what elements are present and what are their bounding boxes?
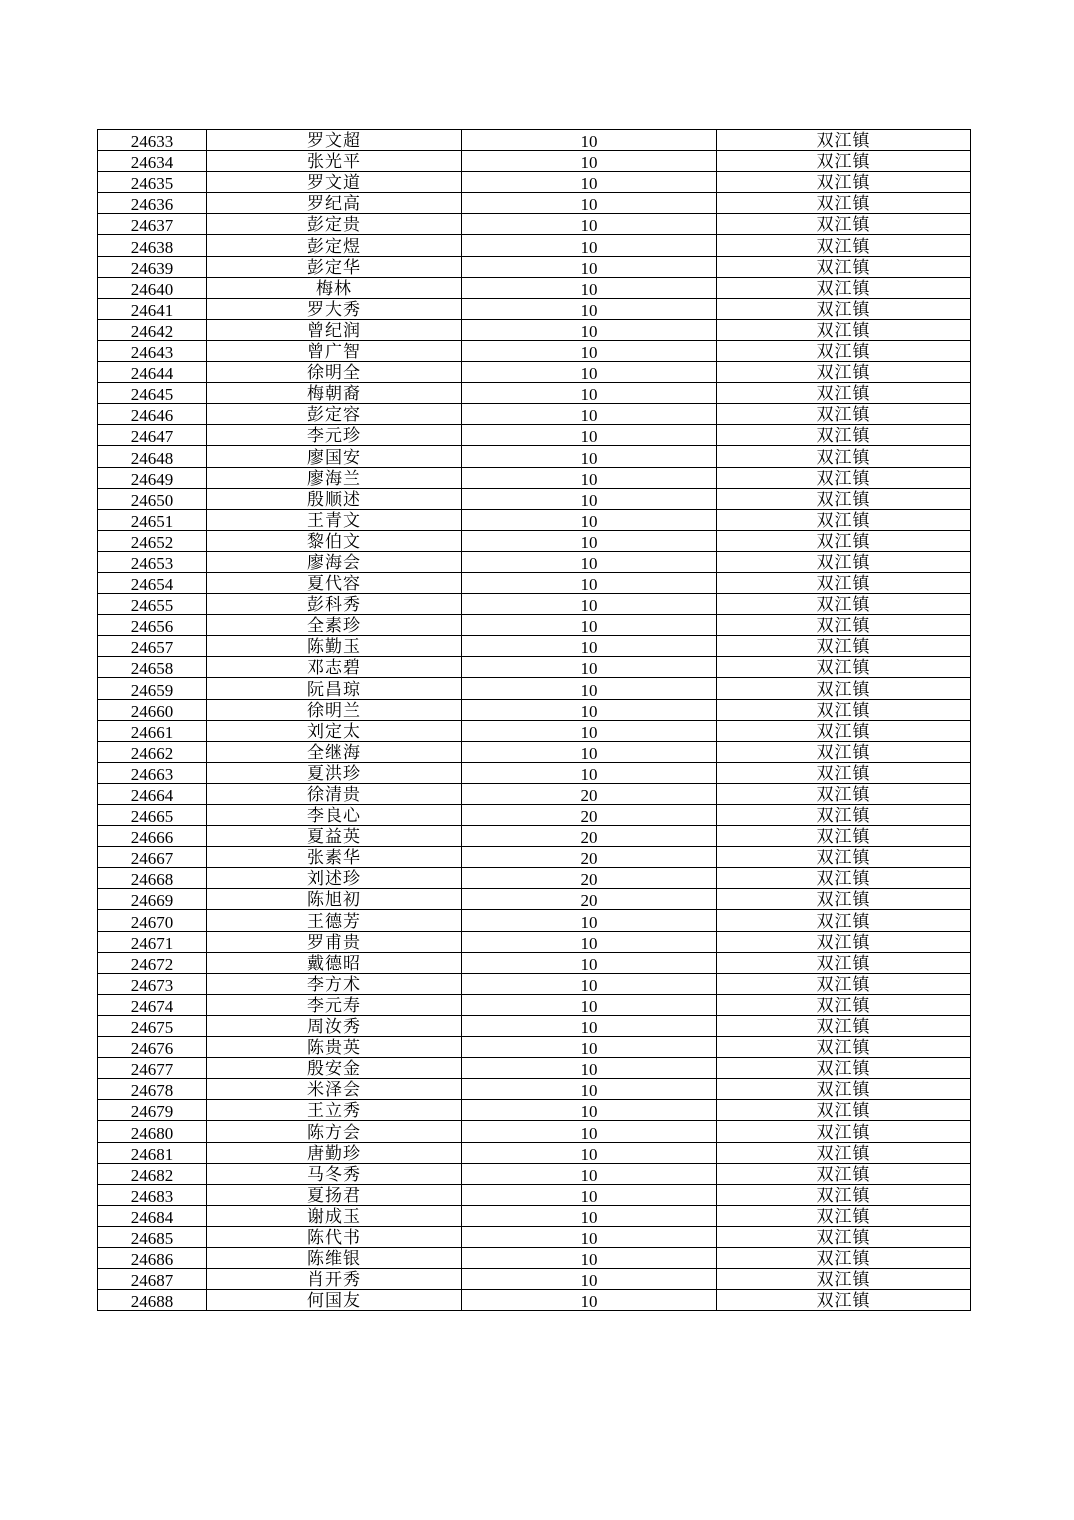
amount-cell: 10 xyxy=(462,1121,717,1142)
row-id-cell: 24680 xyxy=(98,1121,207,1142)
amount-cell: 10 xyxy=(462,488,717,509)
row-id-cell: 24664 xyxy=(98,783,207,804)
table-row xyxy=(98,214,971,235)
person-name-cell: 廖国安 xyxy=(207,446,462,467)
row-id-cell: 24686 xyxy=(98,1247,207,1268)
table-row xyxy=(98,826,971,847)
town-cell: 双江镇 xyxy=(717,214,971,235)
town-cell: 双江镇 xyxy=(717,994,971,1015)
table-row xyxy=(98,172,971,193)
table-row xyxy=(98,931,971,952)
row-id-cell: 24651 xyxy=(98,509,207,530)
person-name-cell: 全素珍 xyxy=(207,615,462,636)
person-name-cell: 肖开秀 xyxy=(207,1269,462,1290)
person-name-cell: 李良心 xyxy=(207,805,462,826)
table-row xyxy=(98,889,971,910)
table-row xyxy=(98,594,971,615)
row-id-cell: 24649 xyxy=(98,467,207,488)
table-row xyxy=(98,1226,971,1247)
table-row xyxy=(98,1121,971,1142)
row-id-cell: 24678 xyxy=(98,1079,207,1100)
row-id-cell: 24675 xyxy=(98,1015,207,1036)
person-name-cell: 全继海 xyxy=(207,741,462,762)
table-row xyxy=(98,235,971,256)
town-cell: 双江镇 xyxy=(717,130,971,151)
person-name-cell: 曾纪润 xyxy=(207,319,462,340)
town-cell: 双江镇 xyxy=(717,826,971,847)
roster-table xyxy=(97,129,971,1311)
table-row xyxy=(98,1184,971,1205)
table-row xyxy=(98,868,971,889)
amount-cell: 10 xyxy=(462,741,717,762)
person-name-cell: 廖海会 xyxy=(207,551,462,572)
person-name-cell: 彭定华 xyxy=(207,256,462,277)
person-name-cell: 徐明全 xyxy=(207,362,462,383)
town-cell: 双江镇 xyxy=(717,298,971,319)
amount-cell: 10 xyxy=(462,1269,717,1290)
town-cell: 双江镇 xyxy=(717,1121,971,1142)
town-cell: 双江镇 xyxy=(717,615,971,636)
row-id-cell: 24668 xyxy=(98,868,207,889)
person-name-cell: 李方术 xyxy=(207,973,462,994)
amount-cell: 10 xyxy=(462,1290,717,1311)
row-id-cell: 24646 xyxy=(98,404,207,425)
person-name-cell: 曾广智 xyxy=(207,340,462,361)
person-name-cell: 徐明兰 xyxy=(207,699,462,720)
amount-cell: 10 xyxy=(462,952,717,973)
table-row xyxy=(98,973,971,994)
amount-cell: 10 xyxy=(462,1163,717,1184)
table-row xyxy=(98,1290,971,1311)
row-id-cell: 24642 xyxy=(98,319,207,340)
row-id-cell: 24654 xyxy=(98,572,207,593)
town-cell: 双江镇 xyxy=(717,1226,971,1247)
table-row xyxy=(98,1015,971,1036)
amount-cell: 10 xyxy=(462,509,717,530)
amount-cell: 10 xyxy=(462,720,717,741)
amount-cell: 10 xyxy=(462,425,717,446)
row-id-cell: 24688 xyxy=(98,1290,207,1311)
amount-cell: 10 xyxy=(462,762,717,783)
town-cell: 双江镇 xyxy=(717,446,971,467)
row-id-cell: 24683 xyxy=(98,1184,207,1205)
row-id-cell: 24633 xyxy=(98,130,207,151)
person-name-cell: 彭定容 xyxy=(207,404,462,425)
person-name-cell: 李元寿 xyxy=(207,994,462,1015)
amount-cell: 10 xyxy=(462,404,717,425)
amount-cell: 10 xyxy=(462,699,717,720)
table-row xyxy=(98,994,971,1015)
person-name-cell: 彭定煜 xyxy=(207,235,462,256)
amount-cell: 10 xyxy=(462,551,717,572)
amount-cell: 10 xyxy=(462,130,717,151)
amount-cell: 10 xyxy=(462,1142,717,1163)
town-cell: 双江镇 xyxy=(717,783,971,804)
amount-cell: 10 xyxy=(462,172,717,193)
person-name-cell: 梅林 xyxy=(207,277,462,298)
table-row xyxy=(98,1037,971,1058)
town-cell: 双江镇 xyxy=(717,151,971,172)
town-cell: 双江镇 xyxy=(717,256,971,277)
person-name-cell: 刘述珍 xyxy=(207,868,462,889)
person-name-cell: 罗文超 xyxy=(207,130,462,151)
amount-cell: 10 xyxy=(462,256,717,277)
town-cell: 双江镇 xyxy=(717,1100,971,1121)
table-row xyxy=(98,277,971,298)
person-name-cell: 刘定太 xyxy=(207,720,462,741)
table-row xyxy=(98,151,971,172)
amount-cell: 10 xyxy=(462,1037,717,1058)
table-row xyxy=(98,404,971,425)
table-row xyxy=(98,1163,971,1184)
amount-cell: 20 xyxy=(462,889,717,910)
table-row xyxy=(98,551,971,572)
row-id-cell: 24656 xyxy=(98,615,207,636)
town-cell: 双江镇 xyxy=(717,1269,971,1290)
row-id-cell: 24653 xyxy=(98,551,207,572)
person-name-cell: 阮昌琼 xyxy=(207,678,462,699)
table-row xyxy=(98,572,971,593)
amount-cell: 10 xyxy=(462,657,717,678)
table-row xyxy=(98,319,971,340)
row-id-cell: 24672 xyxy=(98,952,207,973)
amount-cell: 10 xyxy=(462,678,717,699)
town-cell: 双江镇 xyxy=(717,509,971,530)
amount-cell: 10 xyxy=(462,193,717,214)
amount-cell: 10 xyxy=(462,319,717,340)
table-row xyxy=(98,1247,971,1268)
person-name-cell: 陈代书 xyxy=(207,1226,462,1247)
table-row xyxy=(98,446,971,467)
town-cell: 双江镇 xyxy=(717,699,971,720)
table-row xyxy=(98,256,971,277)
town-cell: 双江镇 xyxy=(717,1184,971,1205)
row-id-cell: 24652 xyxy=(98,530,207,551)
town-cell: 双江镇 xyxy=(717,952,971,973)
row-id-cell: 24667 xyxy=(98,847,207,868)
person-name-cell: 罗甫贵 xyxy=(207,931,462,952)
row-id-cell: 24650 xyxy=(98,488,207,509)
table-row xyxy=(98,720,971,741)
row-id-cell: 24647 xyxy=(98,425,207,446)
person-name-cell: 殷顺述 xyxy=(207,488,462,509)
table-row xyxy=(98,488,971,509)
amount-cell: 10 xyxy=(462,994,717,1015)
amount-cell: 10 xyxy=(462,383,717,404)
person-name-cell: 黎伯文 xyxy=(207,530,462,551)
row-id-cell: 24661 xyxy=(98,720,207,741)
person-name-cell: 陈勤玉 xyxy=(207,636,462,657)
table-row xyxy=(98,530,971,551)
row-id-cell: 24673 xyxy=(98,973,207,994)
row-id-cell: 24640 xyxy=(98,277,207,298)
town-cell: 双江镇 xyxy=(717,1290,971,1311)
town-cell: 双江镇 xyxy=(717,467,971,488)
table-row xyxy=(98,509,971,530)
row-id-cell: 24687 xyxy=(98,1269,207,1290)
town-cell: 双江镇 xyxy=(717,762,971,783)
town-cell: 双江镇 xyxy=(717,1163,971,1184)
town-cell: 双江镇 xyxy=(717,973,971,994)
table-row xyxy=(98,340,971,361)
town-cell: 双江镇 xyxy=(717,193,971,214)
town-cell: 双江镇 xyxy=(717,551,971,572)
table-row xyxy=(98,741,971,762)
town-cell: 双江镇 xyxy=(717,362,971,383)
row-id-cell: 24641 xyxy=(98,298,207,319)
amount-cell: 10 xyxy=(462,1226,717,1247)
table-row xyxy=(98,762,971,783)
town-cell: 双江镇 xyxy=(717,1058,971,1079)
amount-cell: 10 xyxy=(462,1079,717,1100)
table-row xyxy=(98,636,971,657)
amount-cell: 10 xyxy=(462,1100,717,1121)
person-name-cell: 陈方会 xyxy=(207,1121,462,1142)
amount-cell: 20 xyxy=(462,805,717,826)
town-cell: 双江镇 xyxy=(717,657,971,678)
person-name-cell: 周汝秀 xyxy=(207,1015,462,1036)
town-cell: 双江镇 xyxy=(717,910,971,931)
table-row xyxy=(98,1205,971,1226)
row-id-cell: 24676 xyxy=(98,1037,207,1058)
row-id-cell: 24681 xyxy=(98,1142,207,1163)
town-cell: 双江镇 xyxy=(717,235,971,256)
amount-cell: 10 xyxy=(462,362,717,383)
town-cell: 双江镇 xyxy=(717,1247,971,1268)
table-row xyxy=(98,615,971,636)
town-cell: 双江镇 xyxy=(717,1142,971,1163)
amount-cell: 10 xyxy=(462,298,717,319)
row-id-cell: 24671 xyxy=(98,931,207,952)
row-id-cell: 24665 xyxy=(98,805,207,826)
town-cell: 双江镇 xyxy=(717,572,971,593)
amount-cell: 10 xyxy=(462,910,717,931)
table-row xyxy=(98,362,971,383)
person-name-cell: 徐清贵 xyxy=(207,783,462,804)
town-cell: 双江镇 xyxy=(717,425,971,446)
table-row xyxy=(98,847,971,868)
amount-cell: 10 xyxy=(462,446,717,467)
row-id-cell: 24659 xyxy=(98,678,207,699)
person-name-cell: 陈贵英 xyxy=(207,1037,462,1058)
amount-cell: 10 xyxy=(462,594,717,615)
row-id-cell: 24635 xyxy=(98,172,207,193)
row-id-cell: 24639 xyxy=(98,256,207,277)
town-cell: 双江镇 xyxy=(717,172,971,193)
table-row xyxy=(98,130,971,151)
amount-cell: 10 xyxy=(462,636,717,657)
amount-cell: 10 xyxy=(462,615,717,636)
person-name-cell: 王德芳 xyxy=(207,910,462,931)
row-id-cell: 24644 xyxy=(98,362,207,383)
row-id-cell: 24684 xyxy=(98,1205,207,1226)
town-cell: 双江镇 xyxy=(717,1037,971,1058)
person-name-cell: 邓志碧 xyxy=(207,657,462,678)
amount-cell: 10 xyxy=(462,235,717,256)
person-name-cell: 王青文 xyxy=(207,509,462,530)
row-id-cell: 24669 xyxy=(98,889,207,910)
town-cell: 双江镇 xyxy=(717,1205,971,1226)
amount-cell: 10 xyxy=(462,1247,717,1268)
person-name-cell: 何国友 xyxy=(207,1290,462,1311)
table-row xyxy=(98,467,971,488)
document-page xyxy=(97,129,970,1311)
amount-cell: 20 xyxy=(462,783,717,804)
table-row xyxy=(98,193,971,214)
row-id-cell: 24636 xyxy=(98,193,207,214)
person-name-cell: 张光平 xyxy=(207,151,462,172)
amount-cell: 10 xyxy=(462,277,717,298)
person-name-cell: 夏益英 xyxy=(207,826,462,847)
town-cell: 双江镇 xyxy=(717,277,971,298)
amount-cell: 10 xyxy=(462,973,717,994)
table-row xyxy=(98,910,971,931)
town-cell: 双江镇 xyxy=(717,931,971,952)
row-id-cell: 24648 xyxy=(98,446,207,467)
row-id-cell: 24643 xyxy=(98,340,207,361)
amount-cell: 10 xyxy=(462,530,717,551)
town-cell: 双江镇 xyxy=(717,488,971,509)
person-name-cell: 罗纪高 xyxy=(207,193,462,214)
row-id-cell: 24637 xyxy=(98,214,207,235)
person-name-cell: 谢成玉 xyxy=(207,1205,462,1226)
amount-cell: 10 xyxy=(462,1205,717,1226)
table-row xyxy=(98,657,971,678)
row-id-cell: 24674 xyxy=(98,994,207,1015)
table-row xyxy=(98,952,971,973)
person-name-cell: 戴德昭 xyxy=(207,952,462,973)
town-cell: 双江镇 xyxy=(717,1079,971,1100)
person-name-cell: 夏代容 xyxy=(207,572,462,593)
row-id-cell: 24666 xyxy=(98,826,207,847)
person-name-cell: 殷安金 xyxy=(207,1058,462,1079)
roster-table-body xyxy=(98,130,971,1311)
row-id-cell: 24663 xyxy=(98,762,207,783)
row-id-cell: 24658 xyxy=(98,657,207,678)
person-name-cell: 夏扬君 xyxy=(207,1184,462,1205)
row-id-cell: 24660 xyxy=(98,699,207,720)
person-name-cell: 陈旭初 xyxy=(207,889,462,910)
person-name-cell: 梅朝裔 xyxy=(207,383,462,404)
town-cell: 双江镇 xyxy=(717,636,971,657)
row-id-cell: 24638 xyxy=(98,235,207,256)
row-id-cell: 24677 xyxy=(98,1058,207,1079)
row-id-cell: 24655 xyxy=(98,594,207,615)
amount-cell: 10 xyxy=(462,1058,717,1079)
table-row xyxy=(98,1100,971,1121)
row-id-cell: 24682 xyxy=(98,1163,207,1184)
town-cell: 双江镇 xyxy=(717,678,971,699)
town-cell: 双江镇 xyxy=(717,340,971,361)
town-cell: 双江镇 xyxy=(717,530,971,551)
person-name-cell: 陈维银 xyxy=(207,1247,462,1268)
person-name-cell: 彭科秀 xyxy=(207,594,462,615)
town-cell: 双江镇 xyxy=(717,594,971,615)
amount-cell: 20 xyxy=(462,847,717,868)
table-row xyxy=(98,1058,971,1079)
person-name-cell: 李元珍 xyxy=(207,425,462,446)
table-row xyxy=(98,425,971,446)
table-row xyxy=(98,1079,971,1100)
table-row xyxy=(98,1269,971,1290)
person-name-cell: 马冬秀 xyxy=(207,1163,462,1184)
amount-cell: 10 xyxy=(462,931,717,952)
person-name-cell: 彭定贵 xyxy=(207,214,462,235)
table-row xyxy=(98,783,971,804)
person-name-cell: 罗大秀 xyxy=(207,298,462,319)
amount-cell: 10 xyxy=(462,1184,717,1205)
town-cell: 双江镇 xyxy=(717,805,971,826)
amount-cell: 10 xyxy=(462,572,717,593)
row-id-cell: 24634 xyxy=(98,151,207,172)
row-id-cell: 24670 xyxy=(98,910,207,931)
amount-cell: 10 xyxy=(462,214,717,235)
town-cell: 双江镇 xyxy=(717,319,971,340)
row-id-cell: 24679 xyxy=(98,1100,207,1121)
person-name-cell: 米泽会 xyxy=(207,1079,462,1100)
table-row xyxy=(98,298,971,319)
person-name-cell: 罗文道 xyxy=(207,172,462,193)
amount-cell: 20 xyxy=(462,826,717,847)
row-id-cell: 24685 xyxy=(98,1226,207,1247)
amount-cell: 10 xyxy=(462,340,717,361)
town-cell: 双江镇 xyxy=(717,1015,971,1036)
town-cell: 双江镇 xyxy=(717,889,971,910)
town-cell: 双江镇 xyxy=(717,868,971,889)
row-id-cell: 24657 xyxy=(98,636,207,657)
town-cell: 双江镇 xyxy=(717,720,971,741)
town-cell: 双江镇 xyxy=(717,741,971,762)
person-name-cell: 王立秀 xyxy=(207,1100,462,1121)
table-row xyxy=(98,1142,971,1163)
person-name-cell: 张素华 xyxy=(207,847,462,868)
table-row xyxy=(98,678,971,699)
row-id-cell: 24662 xyxy=(98,741,207,762)
table-row xyxy=(98,805,971,826)
row-id-cell: 24645 xyxy=(98,383,207,404)
amount-cell: 20 xyxy=(462,868,717,889)
amount-cell: 10 xyxy=(462,151,717,172)
amount-cell: 10 xyxy=(462,1015,717,1036)
town-cell: 双江镇 xyxy=(717,383,971,404)
amount-cell: 10 xyxy=(462,467,717,488)
table-row xyxy=(98,699,971,720)
table-row xyxy=(98,383,971,404)
town-cell: 双江镇 xyxy=(717,404,971,425)
person-name-cell: 夏洪珍 xyxy=(207,762,462,783)
person-name-cell: 廖海兰 xyxy=(207,467,462,488)
person-name-cell: 唐勤珍 xyxy=(207,1142,462,1163)
town-cell: 双江镇 xyxy=(717,847,971,868)
